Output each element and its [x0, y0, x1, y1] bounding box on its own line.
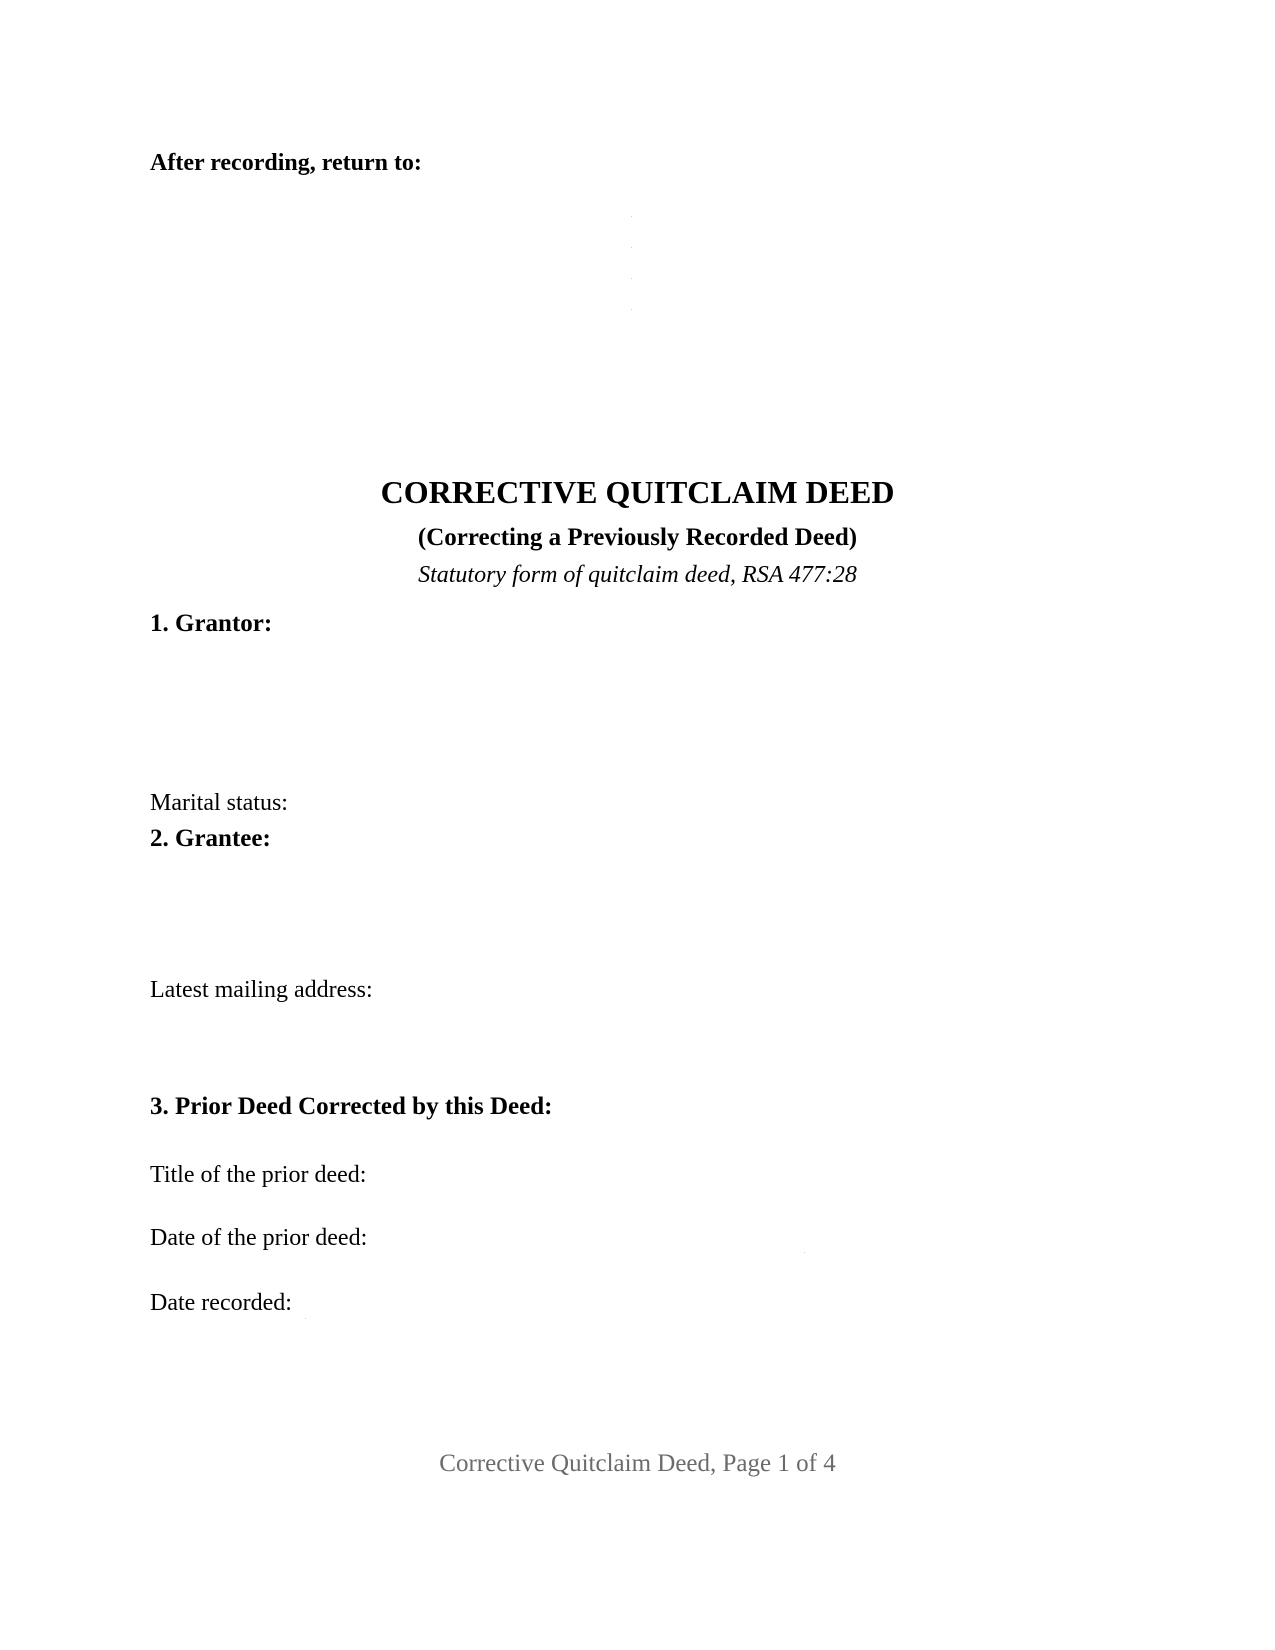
faint-mark: [631, 247, 632, 248]
return-to-label: After recording, return to:: [150, 150, 422, 176]
page-footer: Corrective Quitclaim Deed, Page 1 of 4: [439, 1450, 836, 1477]
prior-deed-date-label: Date of the prior deed:: [150, 1225, 368, 1251]
marital-status-label: Marital status:: [150, 790, 288, 816]
prior-deed-heading: 3. Prior Deed Corrected by this Deed:: [150, 1093, 553, 1120]
faint-mark: [804, 1252, 805, 1253]
date-recorded-label: Date recorded:: [150, 1290, 292, 1316]
grantor-heading: 1. Grantor:: [150, 610, 273, 637]
statute-reference: Statutory form of quitclaim deed, RSA 477:28: [418, 562, 857, 588]
faint-mark: [305, 1318, 306, 1319]
mailing-address-label: Latest mailing address:: [150, 977, 373, 1003]
faint-mark: [631, 278, 632, 279]
document-subtitle: (Correcting a Previously Recorded Deed): [417, 524, 858, 551]
faint-mark: [631, 216, 632, 217]
grantee-heading: 2. Grantee:: [150, 825, 271, 852]
prior-deed-title-label: Title of the prior deed:: [150, 1162, 367, 1188]
document-title: CORRECTIVE QUITCLAIM DEED: [380, 474, 895, 510]
faint-mark: [631, 309, 632, 310]
